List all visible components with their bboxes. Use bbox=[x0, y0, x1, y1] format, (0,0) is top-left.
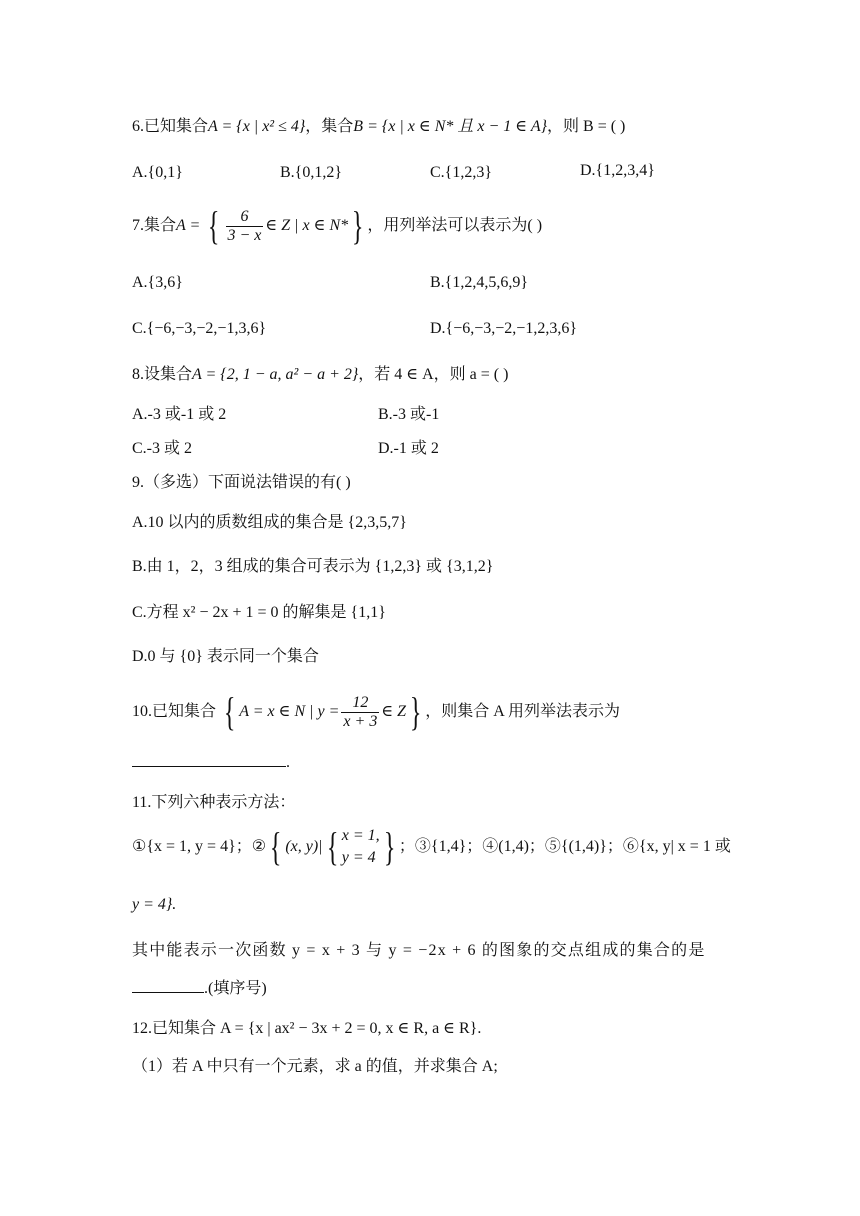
left-brace: { bbox=[223, 689, 236, 735]
q11-option-6-cont: y = 4}. bbox=[132, 896, 177, 913]
q9-option-c: C.方程 x² − 2x + 1 = 0 的解集是 {1,1} bbox=[132, 604, 386, 621]
q12-stem: 12.已知集合 A = {x | ax² − 3x + 2 = 0, x ∈ R, a ∈ R}. bbox=[132, 1020, 482, 1037]
left-brace: { bbox=[326, 824, 338, 870]
q7-option-d: D.{−6,−3,−2,−1,2,3,6} bbox=[430, 320, 578, 337]
q6-set-b: B = {x | x ∈ N* 且 x − 1 ∈ A} bbox=[353, 118, 548, 135]
q10-stem: 10.已知集合 { A = x ∈ N | y = $\frac{12}{x + 3}$ ∈ Z} ，则集合 A 用列举法表示为 bbox=[132, 689, 620, 735]
q6-option-c: C.{1,2,3} bbox=[430, 164, 493, 181]
q8-option-d: D.-1 或 2 bbox=[378, 440, 439, 457]
q8-stem: 8.设集合A = {2, 1 − a, a² − a + 2}，若 4 ∈ A，则 a = ( ) bbox=[132, 366, 509, 383]
q6-option-d: D.{1,2,3,4} bbox=[580, 162, 655, 179]
q10-fraction: $\frac{12}{x + 3}$ bbox=[343, 693, 378, 730]
q11-stem: 11.下列六种表示方法： bbox=[132, 794, 296, 811]
right-brace: } bbox=[352, 203, 364, 249]
q6-option-a: A.{0,1} bbox=[132, 164, 183, 181]
q7-option-b: B.{1,2,4,5,6,9} bbox=[430, 274, 529, 291]
q8-option-a: A.-3 或-1 或 2 bbox=[132, 406, 227, 423]
q11-options: ①{x = 1, y = 4}；②{ (x, y)|{ x = 1, y = 4 } ；③{1,4}；④(1,4)；⑤{(1,4)}；⑥{x, y| x = 1 或 bbox=[132, 824, 731, 870]
q7-option-c: C.{−6,−3,−2,−1,3,6} bbox=[132, 320, 267, 337]
q6-set-a: A = {x | x² ≤ 4} bbox=[208, 118, 306, 135]
right-brace: } bbox=[383, 824, 396, 870]
equation-system: x = 1, y = 4 bbox=[341, 827, 380, 867]
q11-question: 其中能表示一次函数 y = x + 3 与 y = −2x + 6 的图象的交点组成的集合的是 bbox=[132, 942, 706, 959]
q8-option-c: C.-3 或 2 bbox=[132, 440, 193, 457]
left-brace: { bbox=[208, 203, 220, 249]
q7-fraction: $\frac{6}{3 - x}$ bbox=[227, 207, 262, 244]
left-brace: { bbox=[269, 824, 282, 870]
q12-subquestion-1: （1）若 A 中只有一个元素，求 a 的值，并求集合 A; bbox=[132, 1058, 498, 1075]
q9-option-d: D.0 与 {0} 表示同一个集合 bbox=[132, 648, 319, 665]
q8-option-b: B.-3 或-1 bbox=[378, 406, 440, 423]
q6-stem: 6.已知集合A = {x | x² ≤ 4}，集合B = {x | x ∈ N* 且 x − 1 ∈ A}，则 B = ( ) bbox=[132, 118, 626, 135]
q10-answer-blank[interactable]: . bbox=[132, 752, 290, 774]
q11-answer-blank[interactable]: .(填序号) bbox=[132, 978, 267, 1000]
q7-stem: 7.集合A = { $\frac{6}{3 - x}$ ∈ Z | x ∈ N*} ，用列举法可以表示为( ) bbox=[132, 203, 543, 249]
q9-stem: 9.（多选）下面说法错误的有( ) bbox=[132, 474, 351, 491]
q6-option-b: B.{0,1,2} bbox=[280, 164, 343, 181]
q9-option-b: B.由 1，2，3 组成的集合可表示为 {1,2,3} 或 {3,1,2} bbox=[132, 558, 494, 575]
right-brace: } bbox=[409, 689, 422, 735]
q9-option-a: A.10 以内的质数组成的集合是 {2,3,5,7} bbox=[132, 514, 407, 531]
q7-option-a: A.{3,6} bbox=[132, 274, 183, 291]
